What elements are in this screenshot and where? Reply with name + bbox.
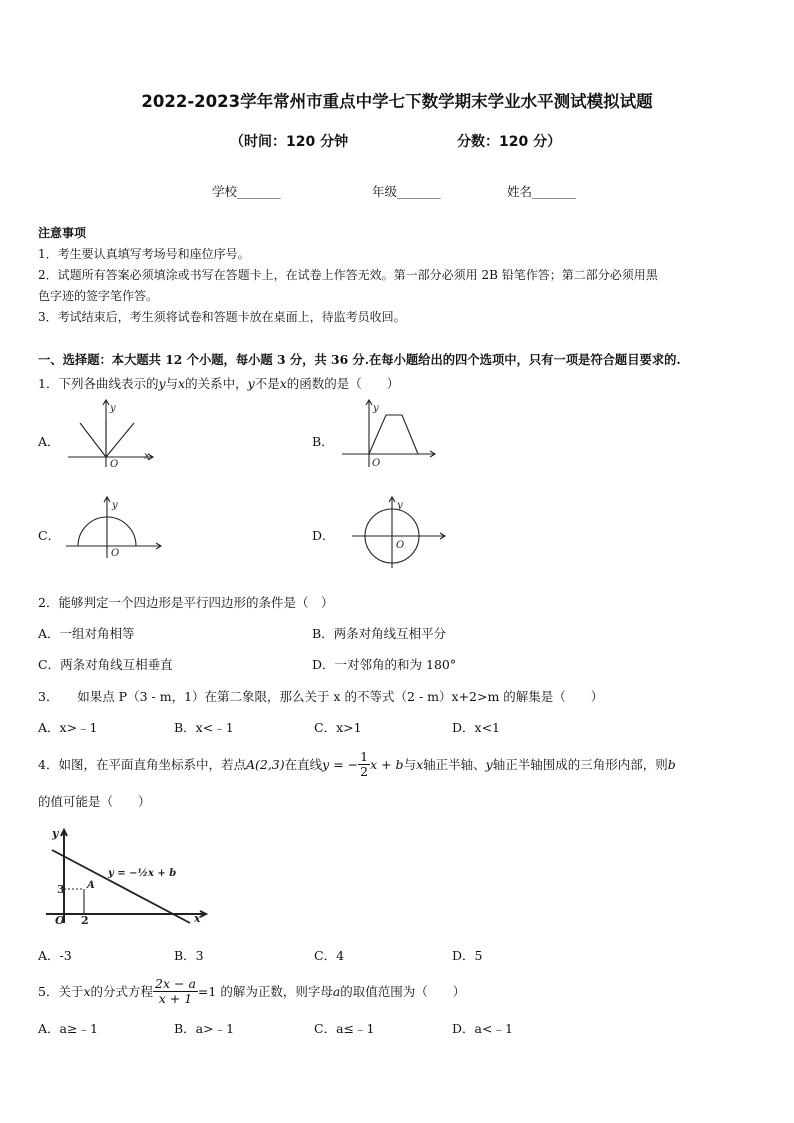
origin-label: O bbox=[111, 548, 120, 559]
q4-option-a[interactable]: A．-3 bbox=[38, 948, 72, 963]
q5-option-a[interactable]: A．a≥﹣1 bbox=[38, 1021, 98, 1036]
q4-stem: 4．如图，在平面直角坐标系中，若点 A(2,3) 在直线 y = − $\frac{1}{2}$ x + b 与 x 轴正半轴、 y 轴正半轴围成的三角形内部，则 b bbox=[38, 749, 676, 779]
q5-fraction: $\frac{2x - a}{x + 1}$ bbox=[155, 976, 196, 1006]
line-equation-label: y = −½x + b bbox=[108, 868, 177, 879]
q2-option-a[interactable]: A．一组对角相等 bbox=[38, 626, 135, 641]
grade-field[interactable]: 年级_______ bbox=[372, 184, 441, 199]
q5-stem: 5．关于 x 的分式方程 $\frac{2x - a}{x + 1}$ =1 的解为正数，则字母 a 的取值范围为（ ） bbox=[38, 976, 466, 1006]
q2-option-d[interactable]: D．一对邻角的和为 180° bbox=[312, 657, 457, 672]
tick-3: 3 bbox=[57, 883, 65, 896]
q2-option-b[interactable]: B．两条对角线互相平分 bbox=[312, 626, 447, 641]
origin-label: O bbox=[396, 540, 405, 551]
exam-time: （时间：120 分钟 bbox=[230, 134, 349, 150]
axis-y-label: y bbox=[110, 403, 116, 414]
q1-option-a[interactable]: A． bbox=[38, 434, 60, 449]
q3-option-a[interactable]: A．x>﹣1 bbox=[38, 720, 98, 735]
axis-x-label: x bbox=[194, 912, 201, 925]
q4-fraction: $\frac{1}{2}$ bbox=[360, 749, 369, 779]
q1-graph-b bbox=[338, 395, 438, 470]
q5-option-d[interactable]: D．a<﹣1 bbox=[452, 1021, 513, 1036]
origin-label: O bbox=[372, 458, 381, 469]
q1-stem: 1．下列各曲线表示的y与x的关系中，y不是x的函数的是（ ） bbox=[38, 376, 400, 391]
q3-option-c[interactable]: C．x>1 bbox=[314, 720, 362, 735]
axis-x-label: x bbox=[144, 451, 150, 462]
note-item: 1．考生要认真填写考场号和座位序号。 bbox=[38, 247, 250, 261]
q4-option-d[interactable]: D．5 bbox=[452, 948, 483, 963]
exam-score: 分数：120 分） bbox=[457, 134, 562, 150]
note-item: 2．试题所有答案必须填涂或书写在答题卡上，在试卷上作答无效。第一部分必须用 2B 铅笔作答；第二部分必须用黑 bbox=[38, 268, 658, 282]
q1-graph-c bbox=[62, 492, 172, 562]
notes-heading: 注意事项 bbox=[38, 226, 87, 240]
q4-stem-line2: 的值可能是（ ） bbox=[38, 794, 151, 809]
q2-stem: 2．能够判定一个四边形是平行四边形的条件是（ ） bbox=[38, 595, 334, 610]
q4-option-c[interactable]: C．4 bbox=[314, 948, 345, 963]
q4-graph bbox=[40, 826, 215, 926]
name-field[interactable]: 姓名_______ bbox=[507, 184, 576, 199]
q2-option-c[interactable]: C．两条对角线互相垂直 bbox=[38, 657, 173, 672]
q4-option-b[interactable]: B．3 bbox=[174, 948, 204, 963]
axis-y-label: y bbox=[52, 827, 59, 840]
point-a-label: A bbox=[87, 880, 95, 891]
section-heading: 一、选择题：本大题共 12 个小题，每小题 3 分，共 36 分.在每小题给出的四个选项中，只有一项是符合题目要求的. bbox=[38, 352, 681, 367]
q5-option-c[interactable]: C．a≤﹣1 bbox=[314, 1021, 375, 1036]
note-item: 色字迹的签字笔作答。 bbox=[38, 289, 159, 303]
q1-graph-a bbox=[60, 395, 160, 470]
origin-label: O bbox=[110, 459, 119, 470]
tick-2: 2 bbox=[81, 914, 89, 927]
q3-option-b[interactable]: B．x<﹣1 bbox=[174, 720, 234, 735]
axis-y-label: y bbox=[112, 500, 118, 511]
school-field[interactable]: 学校_______ bbox=[212, 184, 281, 199]
q3-option-d[interactable]: D．x<1 bbox=[452, 720, 500, 735]
q1-graph-d bbox=[348, 492, 448, 572]
exam-title: 2022-2023学年常州市重点中学七下数学期末学业水平测试模拟试题 bbox=[141, 92, 653, 111]
q1-option-d[interactable]: D． bbox=[312, 528, 335, 543]
q1-option-c[interactable]: C． bbox=[38, 528, 61, 543]
q1-option-b[interactable]: B． bbox=[312, 434, 334, 449]
origin-label: O bbox=[55, 914, 65, 927]
q5-option-b[interactable]: B．a>﹣1 bbox=[174, 1021, 235, 1036]
note-item: 3．考试结束后，考生须将试卷和答题卡放在桌面上，待监考员收回。 bbox=[38, 310, 406, 324]
q3-stem: 3． 如果点 P（3 - m，1）在第二象限，那么关于 x 的不等式（2 - m）x+2>m 的解集是（ ） bbox=[38, 689, 604, 704]
axis-y-label: y bbox=[373, 403, 379, 414]
axis-y-label: y bbox=[397, 500, 403, 511]
